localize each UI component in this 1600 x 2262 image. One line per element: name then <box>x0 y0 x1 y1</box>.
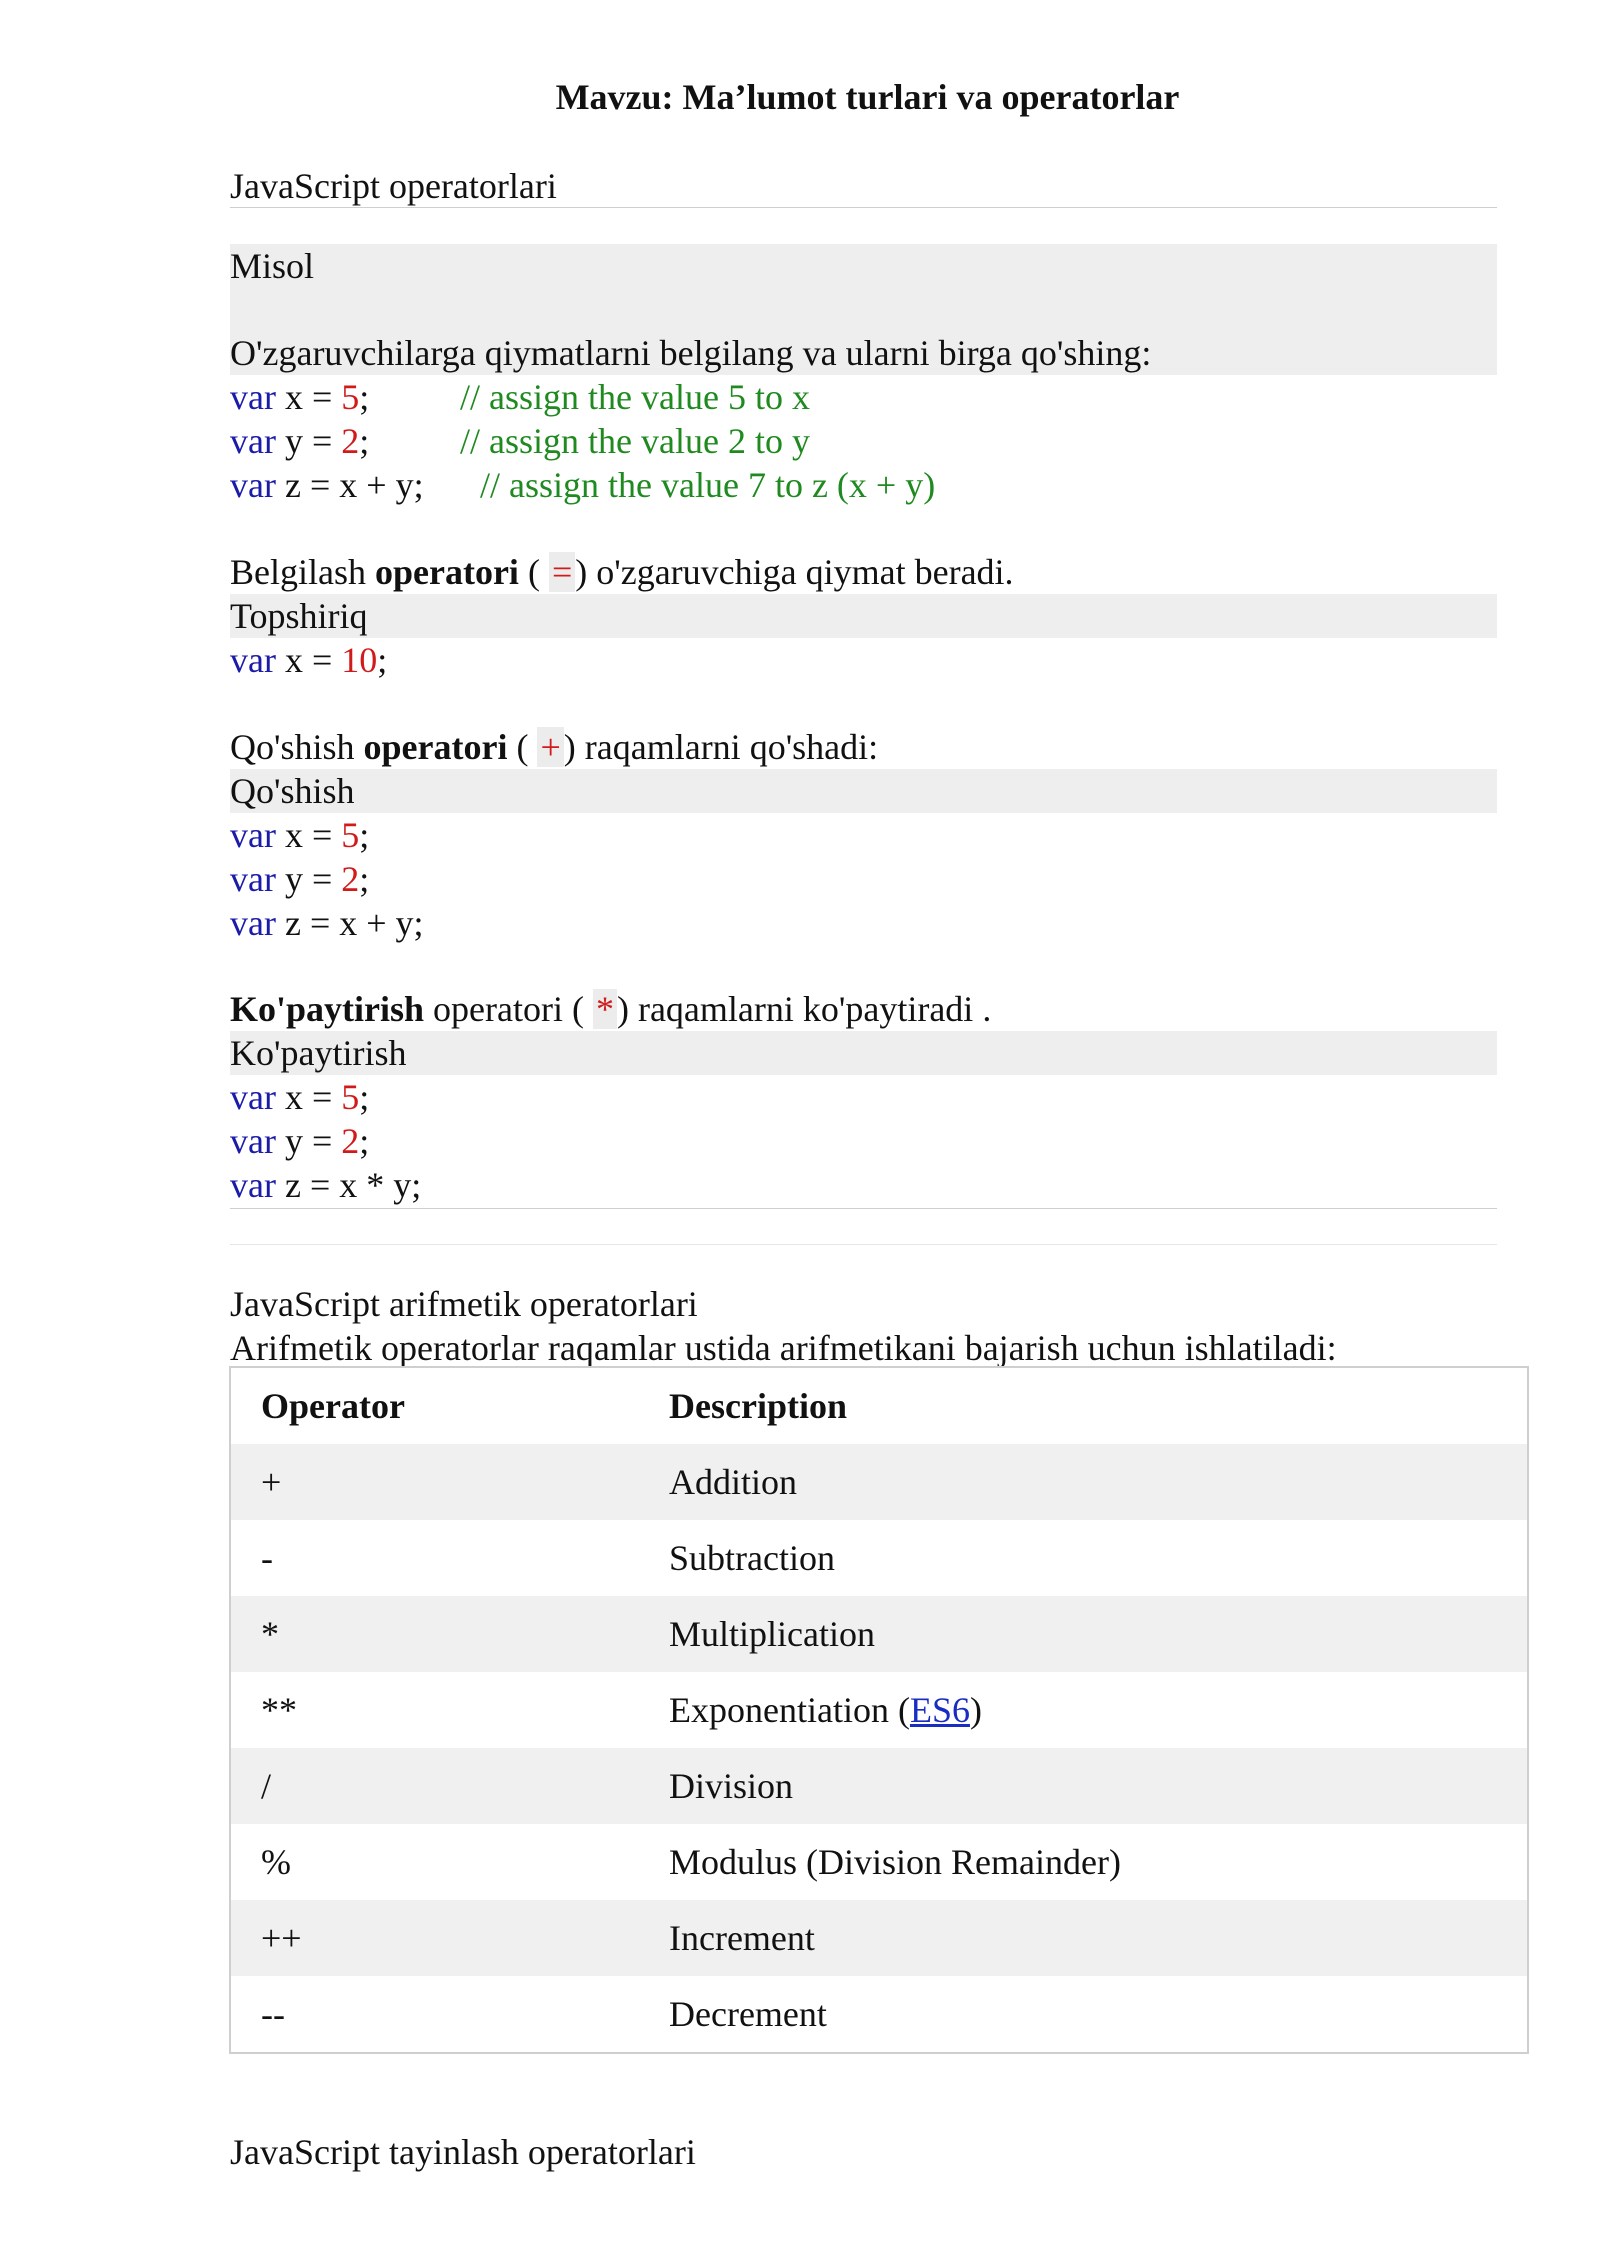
table-row <box>230 1748 1528 1824</box>
description-cell: Multiplication <box>669 1614 875 1654</box>
operator-cell: + <box>261 1462 282 1502</box>
es6-link[interactable]: ES6 <box>909 1690 970 1730</box>
description-text: Exponentiation ( <box>669 1690 910 1730</box>
code-rest: ; <box>359 1121 370 1161</box>
code-number: 10 <box>341 640 378 680</box>
code-eq: = <box>302 377 342 417</box>
example-label: Misol <box>230 246 315 286</box>
code-line <box>230 1075 369 1119</box>
text: ( <box>518 552 549 592</box>
code-keyword: var <box>230 421 276 461</box>
section-heading-operators: JavaScript operatorlari <box>230 166 557 206</box>
text: Qo'shish <box>230 727 364 767</box>
code-rest: ; <box>359 1077 370 1117</box>
code-keyword: var <box>230 1121 276 1161</box>
code-number: 2 <box>341 1121 360 1161</box>
code-comment: // assign the value 7 to z (x + y) <box>480 465 936 505</box>
text: ) o'zgaruvchiga qiymat beradi. <box>575 552 1014 592</box>
operator-cell: ++ <box>261 1918 302 1958</box>
code-text: z = x + y; <box>275 903 424 943</box>
description-cell: Subtraction <box>669 1538 835 1578</box>
description-text: ) <box>969 1690 982 1730</box>
code-keyword: var <box>230 1165 276 1205</box>
code-keyword: var <box>230 903 276 943</box>
code-number: 5 <box>341 815 360 855</box>
operator-cell: % <box>261 1842 291 1882</box>
operator-symbol: = <box>549 552 575 592</box>
operator-symbol: * <box>593 989 617 1029</box>
table-row <box>230 1520 1528 1596</box>
addition-label: Qo'shish <box>230 771 355 811</box>
text: ( <box>507 727 538 767</box>
page-title: Mavzu: Ma’lumot turlari va operatorlar <box>555 77 1180 117</box>
code-text: x = <box>275 640 342 680</box>
table-row <box>230 1824 1528 1900</box>
code-number: 2 <box>341 859 360 899</box>
table-row <box>230 1976 1528 2053</box>
code-text: y = <box>275 1121 342 1161</box>
code-rest: x + y; <box>339 465 424 505</box>
code-keyword: var <box>230 640 276 680</box>
code-line-3 <box>230 463 936 507</box>
table-row <box>230 1900 1528 1976</box>
description-cell: Decrement <box>669 1994 827 2034</box>
code-line-1 <box>230 375 810 419</box>
code-rest: ; <box>359 815 370 855</box>
code-number: 5 <box>341 377 360 417</box>
code-line-2 <box>230 419 810 463</box>
column-header: Operator <box>261 1386 405 1426</box>
example-header-band <box>230 1031 1497 1075</box>
code-text: z = x * y; <box>275 1165 422 1205</box>
code-keyword: var <box>230 815 276 855</box>
operator-symbol: + <box>537 727 563 767</box>
add-operator-sentence <box>230 725 878 769</box>
arithmetic-description: Arifmetik operatorlar raqamlar ustida arifmetikani bajarish uchun ishlatiladi: <box>230 1328 1337 1368</box>
column-header: Description <box>669 1386 847 1426</box>
code-eq: = <box>302 421 342 461</box>
code-rest: ; <box>359 377 370 417</box>
code-line <box>230 638 387 682</box>
code-line <box>230 857 369 901</box>
text: operatori ( <box>424 989 593 1029</box>
code-text: x = <box>275 815 342 855</box>
operator-cell: - <box>261 1538 273 1578</box>
code-rest: ; <box>359 859 370 899</box>
assign-operator-sentence <box>230 550 1014 594</box>
code-line <box>230 901 424 945</box>
example-header-band <box>230 769 1497 813</box>
operator-cell: * <box>261 1614 279 1654</box>
section-heading-arithmetic: JavaScript arifmetik operatorlari <box>230 1284 698 1324</box>
code-line <box>230 1163 421 1207</box>
bold-text: operatori <box>374 552 519 592</box>
operator-cell: ** <box>261 1690 297 1730</box>
code-text: x = <box>275 1077 342 1117</box>
code-keyword: var <box>230 377 276 417</box>
code-comment: // assign the value 2 to y <box>460 421 810 461</box>
code-rest: ; <box>377 640 388 680</box>
multiplication-label: Ko'paytirish <box>230 1033 407 1073</box>
code-number: 2 <box>341 421 360 461</box>
divider <box>230 1208 1497 1209</box>
section-heading-assignment: JavaScript tayinlash operatorlari <box>230 2132 696 2172</box>
code-text: y = <box>275 859 342 899</box>
bold-text: Ko'paytirish <box>230 989 425 1029</box>
mul-operator-sentence <box>230 987 991 1031</box>
bold-text: operatori <box>363 727 508 767</box>
text: Belgilash <box>230 552 375 592</box>
example-description: O'zgaruvchilarga qiymatlarni belgilang va ularni birga qo'shing: <box>230 333 1152 373</box>
table-header-row <box>230 1367 1528 1444</box>
table-row <box>230 1596 1528 1672</box>
operators-table <box>229 1366 1529 2054</box>
description-cell: Addition <box>669 1462 798 1502</box>
table-row <box>230 1444 1528 1520</box>
code-line <box>230 813 369 857</box>
code-keyword: var <box>230 859 276 899</box>
example-header-band <box>230 594 1497 638</box>
code-comment: // assign the value 5 to x <box>460 377 810 417</box>
code-number: 5 <box>341 1077 360 1117</box>
description-cell: Modulus (Division Remainder) <box>669 1842 1121 1882</box>
divider <box>230 1244 1497 1245</box>
divider <box>230 207 1497 208</box>
text: ) raqamlarni qo'shadi: <box>563 727 879 767</box>
code-eq: = <box>300 465 340 505</box>
code-var-name: x <box>284 377 303 417</box>
operator-cell: -- <box>261 1994 285 2034</box>
task-label: Topshiriq <box>230 596 368 636</box>
code-keyword: var <box>230 465 276 505</box>
description-cell <box>639 1672 1528 1748</box>
code-var-name: y <box>284 421 303 461</box>
operator-cell: / <box>261 1766 272 1806</box>
code-var-name: z <box>284 465 301 505</box>
table-row <box>230 1672 1528 1748</box>
description-cell: Increment <box>669 1918 815 1958</box>
code-line <box>230 1119 369 1163</box>
code-keyword: var <box>230 1077 276 1117</box>
description-cell: Division <box>669 1766 794 1806</box>
code-rest: ; <box>359 421 370 461</box>
text: ) raqamlarni ko'paytiradi . <box>616 989 992 1029</box>
